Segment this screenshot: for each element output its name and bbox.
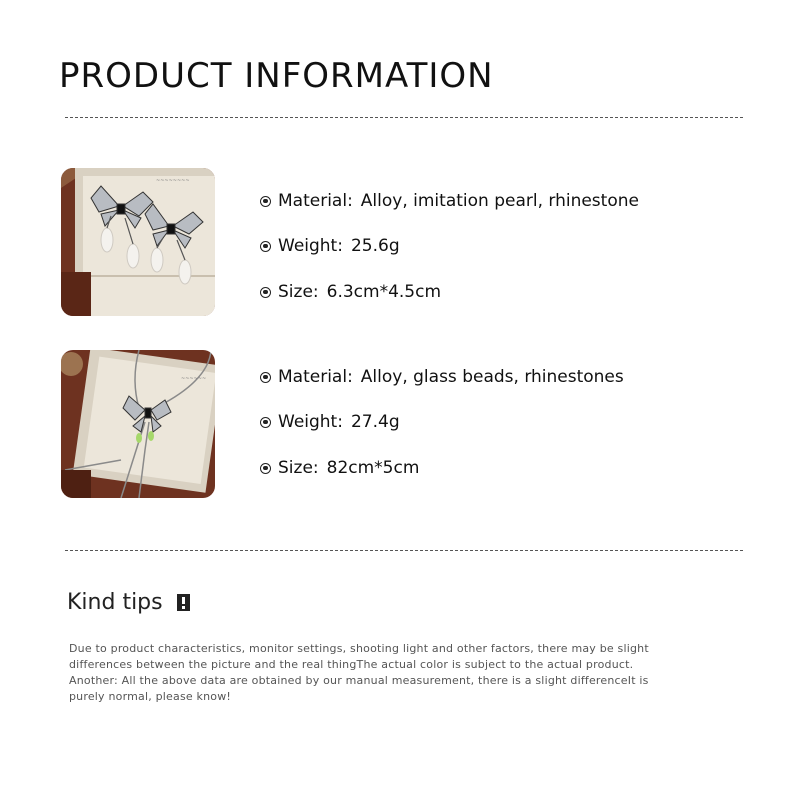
spec-weight (260, 236, 400, 256)
kind-tips-title: Kind tips (67, 590, 163, 615)
tips-line: Due to product characteristics, monitor settings, shooting light and other factors, there may be slight (69, 642, 649, 655)
size-value: 6.3cm*4.5cm (326, 282, 442, 302)
tips-line: purely normal, please know! (69, 690, 232, 703)
svg-text:~~~~~~: ~~~~~~ (181, 376, 207, 382)
bottom-divider (65, 550, 743, 551)
material-value: Alloy, glass beads, rhinestones (360, 367, 624, 387)
bullet-icon (260, 417, 271, 428)
bullet-icon (260, 241, 271, 252)
bullet-icon (260, 196, 271, 207)
bullet-icon (260, 463, 271, 474)
spec-material (260, 367, 624, 387)
exclamation-icon (177, 594, 190, 611)
page-title: PRODUCT INFORMATION (59, 56, 494, 96)
tips-line: differences between the picture and the real thingThe actual color is subject to the actual product. (69, 658, 634, 671)
material-label: Material: (278, 191, 353, 211)
size-label: Size: (278, 458, 319, 478)
spec-size (260, 282, 441, 302)
size-label: Size: (278, 282, 319, 302)
kind-tips-text (69, 641, 649, 705)
weight-value: 27.4g (350, 412, 400, 432)
weight-value: 25.6g (350, 236, 400, 256)
kind-tips-heading (67, 590, 190, 615)
spec-weight (260, 412, 400, 432)
spec-size (260, 458, 419, 478)
size-value: 82cm*5cm (326, 458, 420, 478)
spec-material (260, 191, 639, 211)
tips-line: Another: All the above data are obtained by our manual measurement, there is a slight differenceIt is (69, 674, 649, 687)
weight-label: Weight: (278, 412, 343, 432)
bullet-icon (260, 372, 271, 383)
bullet-icon (260, 287, 271, 298)
svg-text:~~~~~~~~: ~~~~~~~~ (156, 178, 190, 184)
material-label: Material: (278, 367, 353, 387)
weight-label: Weight: (278, 236, 343, 256)
material-value: Alloy, imitation pearl, rhinestone (360, 191, 639, 211)
earrings-product-image (61, 168, 215, 316)
top-divider (65, 117, 743, 118)
necklace-product-image (61, 350, 215, 498)
